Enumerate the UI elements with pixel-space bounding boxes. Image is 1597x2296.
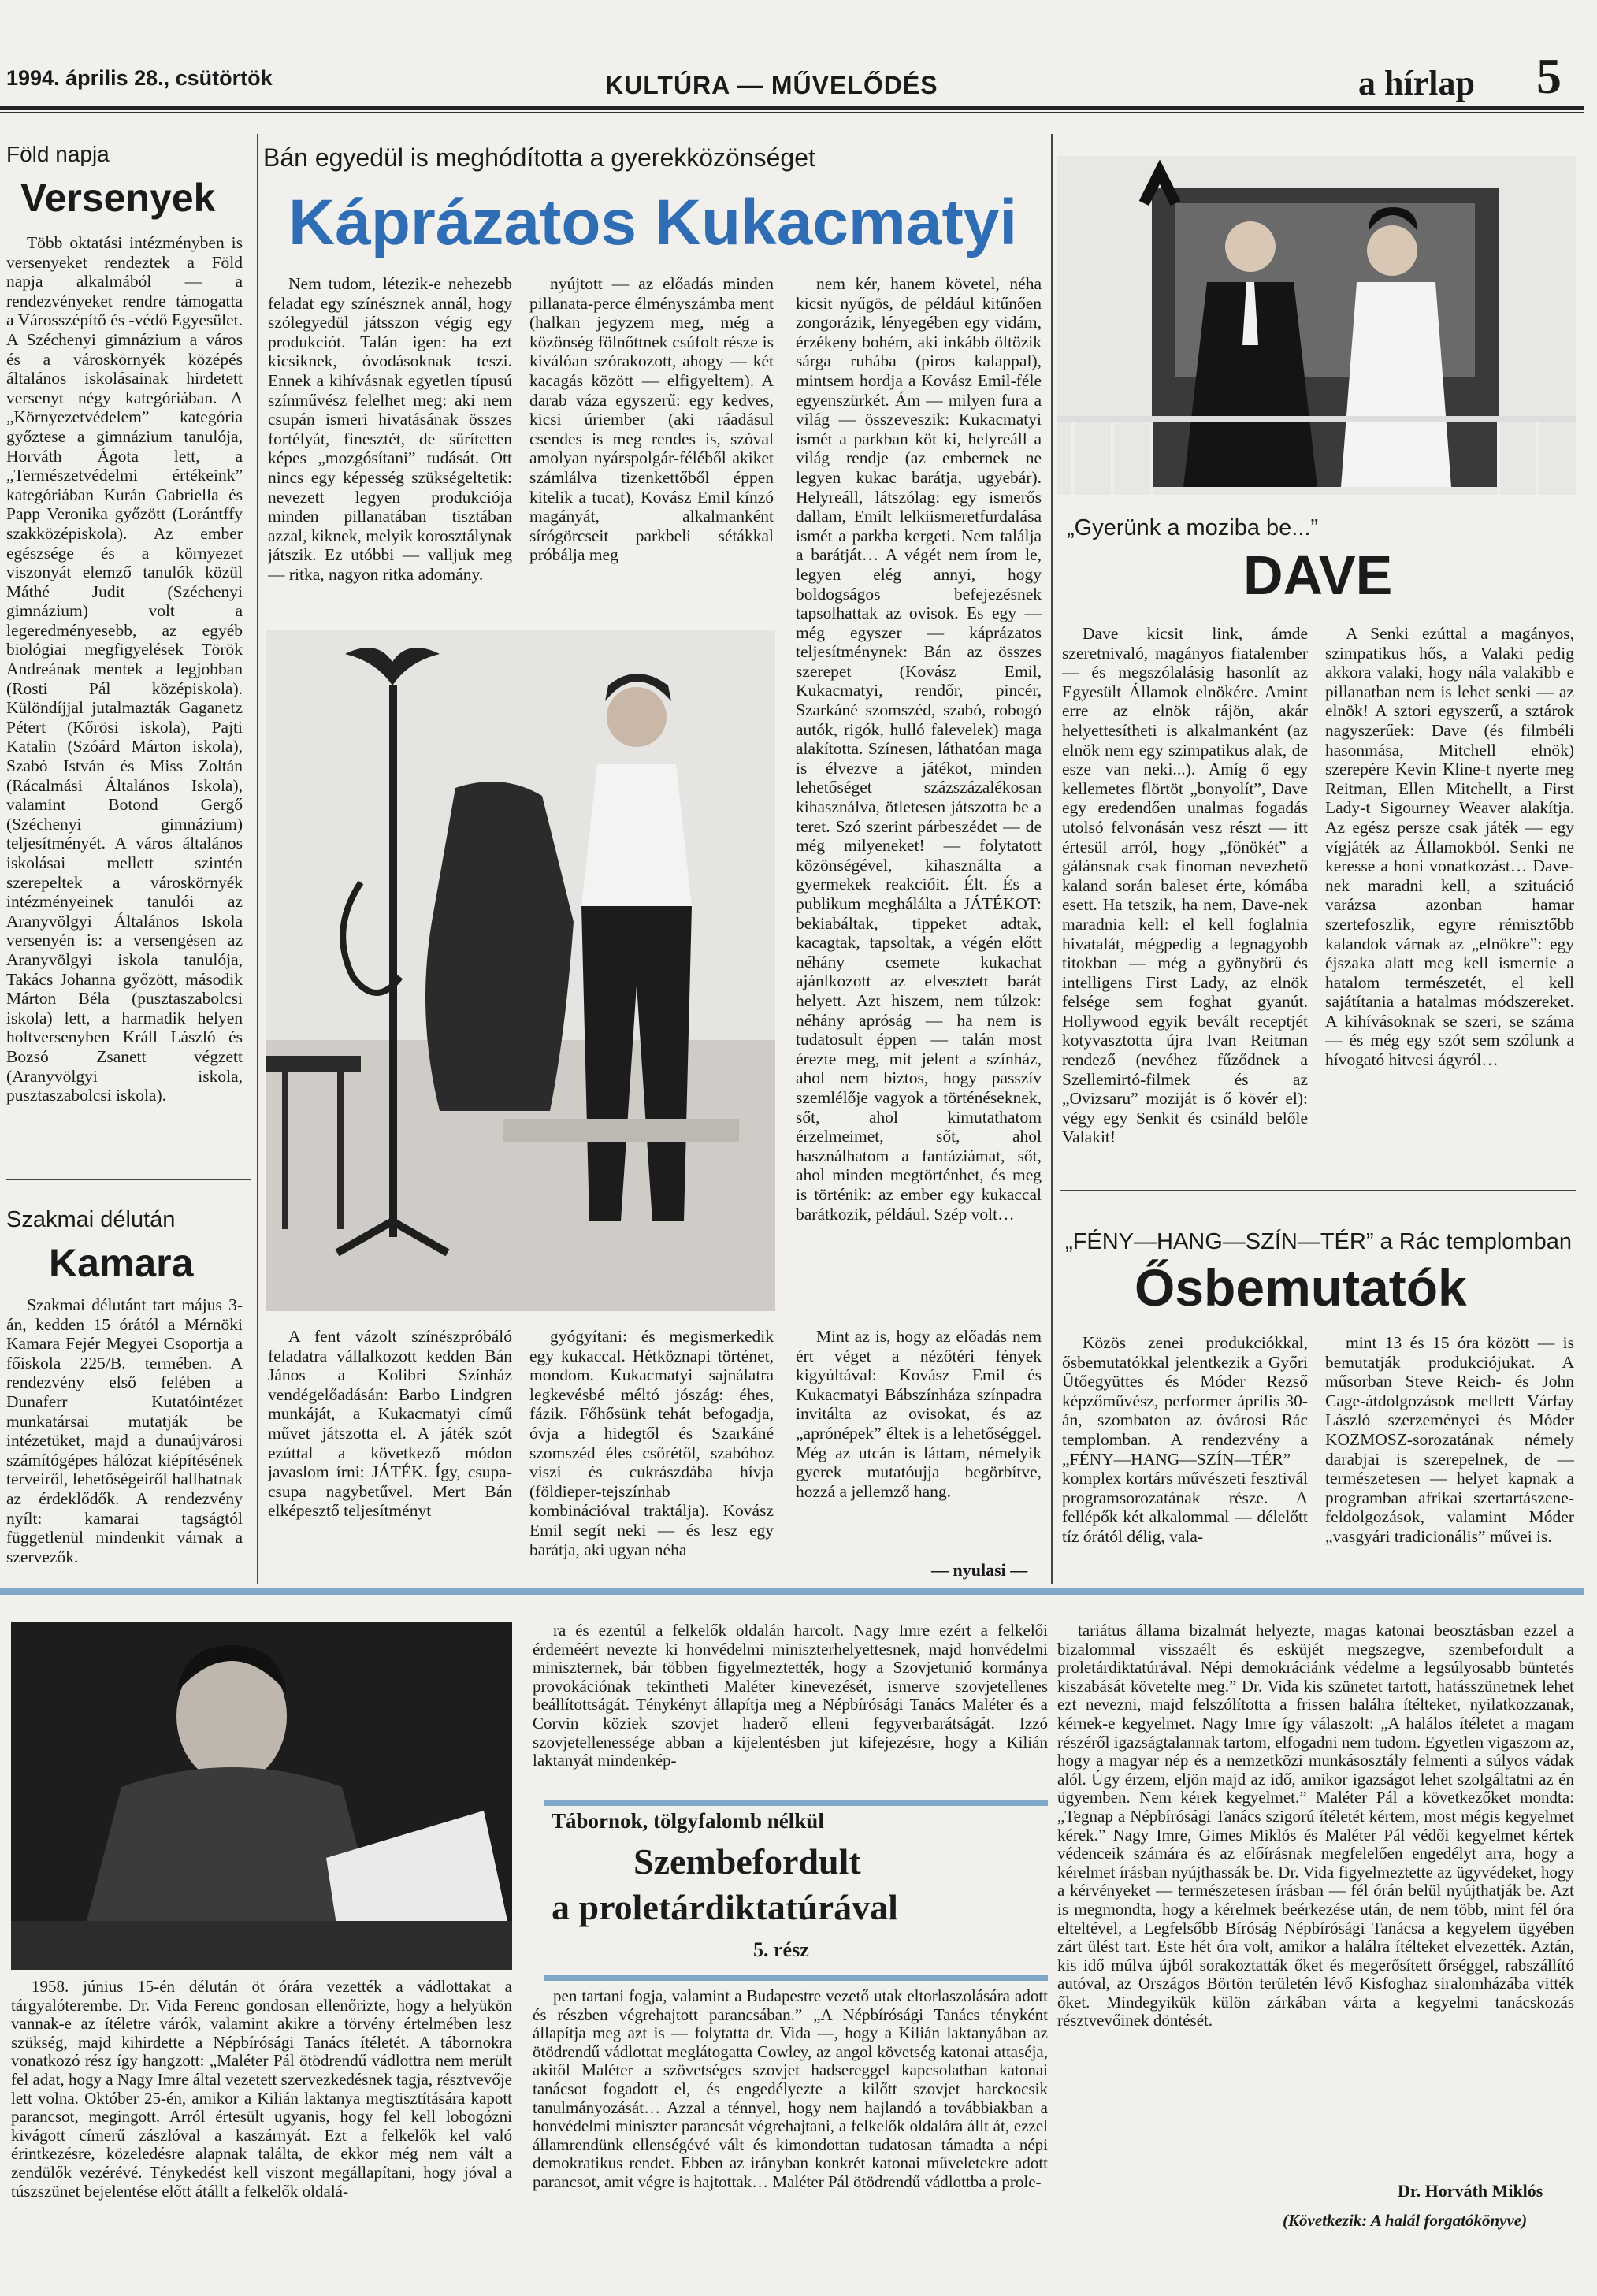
maleter-part: 5. rész <box>753 1938 809 1961</box>
maleter-header-rule <box>544 1800 1048 1806</box>
kamara-title: Kamara <box>49 1241 194 1285</box>
maleter-col2-top <box>533 1622 1048 1792</box>
maleter-next-episode: (Következik: A halál forgatókönyve) <box>1283 2211 1528 2230</box>
maleter-title-line1: Szembefordult <box>633 1841 861 1882</box>
kukacmatyi-col3-text: nem kér, hanem követel, néha kicsit nyűgös, de például kitűnően zongorázik, lényegében egy vidám, érzékeny bohém, aki inkább öltözik sárga ruhába (piros kalappal), mintsem hordja a Kovász Emil-féle egyenszürkét. Ám — milyen fura a világ — összeveszik: Kukacmatyi ismét a parkban köt ki, helyreáll a világ rendje (az embernek ne legyen kukac barátja, ugyebár). Helyreáll, látszólag: egy ismerős dallam, Emilt lelkiismeretfurdalása ismét a parkba kergeti. Nem találja a barátját… A végét nem írom le, legyen elég annyi, hogy boldogságos befejezésnek tapsolhattak az ovisok. Es egy — még egyszer — káprázatos teljesítménynek: Bán az összes szerepet (Kovász Emil, Kukacmatyi, rendőr, pincér, Szarkáné szomszéd, szabó, robogó autók, rigók, hulló falevelek) maga alakította. Színesen, láthatóan maga is élvezve a játékot, minden lehetőséget százszázalékosan kihasználva, ötletesen játszotta be a teret. Szó szerint párbeszédet — de még milyeneket! — folytatott közönségével, kihasználta a gyermekek reakcióit. Élt. És a publikum meghálálta a JÁTÉKOT: bekiabáltak, tippeket adtak, kacagtak, tapsoltak, a végén előtt néhány csemete kukachat ajánlkozott az elvesztett barát helyett. Azt hiszem, nem túlzok: néhány apróság — ha nem is tudatosult éppen — talán most érezte meg, mit jelent a színház, ahol nem biztos, hogy passzív szemlélője vagyok a történéseknek, sőt, ahol kimutathatom érzelmeimet, sőt, ahol használhatom a fantáziámat, sőt, ahol minden megtörténhet, és meg is történik: az ember egy kukaccal barátkozik, például. Szép volt… <box>796 274 1042 1224</box>
kukacmatyi-col6 <box>796 1327 1042 1557</box>
maleter-col2-bottom-text: pen tartani fogja, valamint a Budapestre vezető utak eltorlaszolására adott és részben végrehajtott parancsában.” „A Népbírósági Tanács tényként állapítja meg azt is — folytatta dr. Vida —, hogy a Kilián laktanyában az ötödrendű vádlottat meglátogatta Cowley, az angol követség katonai attaséja, akitől Maléter a szövetséges szovjet hadsereggel kapcsolatban katonai tanácsot fogadott el, és engedélyezte a kilőtt szovjet harckocsik tanulmányozását… Azzal a ténnyel, hogy nem hajlandó a továbbiakban a honvédelmi miniszter parancsát végrehajtani, a felkelők oldalára állt át, ezzel államrendünk ellenségévé vált és kimondottan tudatosan támadta a népi demokratikus rendet. Ebben az irányban konkrét katonai műveletekre adott parancsot, amit végre is hajtottak… Maléter Pál ötödrendű vádlottba a prole- <box>533 1987 1048 2191</box>
osbemutatok-col2-text: mint 13 és 15 óra között — is bemutatják produkciójukat. A műsorban Steve Reich- és John Cage-átdolgozások mellett Várfay László szerzeményei és Móder KOZMOSZ-sorozatának némely darabjai is szerepelnek, de — természetesen — helyet kapnak a programban afrikai szertartászene-feldolgozások, valamint Móder „vasgyári tradicionális” művei is. <box>1325 1333 1574 1546</box>
earth-day-title: Versenyek <box>20 176 216 220</box>
masthead-rule <box>0 106 1584 110</box>
column-rule <box>257 134 258 1584</box>
newspaper-logo: a hírlap <box>1358 64 1475 102</box>
dave-col1-text: Dave kicsit link, ámde szeretnivaló, magányos fiatalember — és megszólalásig hasonlít az Egyesült Államok elnökére. Amint erre az elnök rájön, akár helyettesítheti is alkalmanként (az elnök nem egy szimpatikus alak, de esze van neki...). Amíg ő egy kellemetes flörtöt „bonyolít”, Dave egy eredendően unalmas fogadás utolsó felvonásán vesz részt — itt értesül arról, hogy „főnökét” a gálánsnak csak finoman nevezhető kaland során baleset érte, kómába esett. Ha tetszik, ha nem, Dave-nek maradnia kell: el kell foglalnia hivatalát, mégpedig a legnagyobb titokban — még a gyönyörű és intelligens First Lady, az elnök felsége sem foghat gyanút. Hollywood egyik bevált receptjét kotyvasztotta újra Ivan Reitman rendező (nevéhez fűződnek a Szellemirtó-filmek és az „Ovizsaru” moziját is ő kövér el): végy egy Senkit és csináld belőle Valakit! <box>1062 624 1308 1147</box>
dave-movie-photo <box>1057 156 1576 495</box>
kukacmatyi-col5-text: gyógyítani: és megismerkedik egy kukaccal. Hétköznapi történet, mondom. Kukacmatyi sajnálatra legkevésbé méltó jószág: éhes, fázik. Főhősünk tehát befogadja, óvja a hidegtől és Szarkáné szomszéd éles csőrétől, szabóhoz viszi és cukrászdába hívja (földieper-tejszínhab kombinációval traktálja). Kovász Emil segít neki — és lesz egy barátja, aki ugyan néha <box>529 1327 774 1559</box>
kukacmatyi-col5 <box>529 1327 774 1581</box>
osbemutatok-col1-text: Közös zenei produkciókkal, ősbemutatókkal jelentkezik a Győri Ütőegyüttes és Móder Rezső képzőművész, performer április 30-án, szombaton az óvárosi Rác templomban. A rendezvény a „FÉNY—HANG—SZÍN—TÉR” komplex kortárs művészeti fesztivál programsorozatának része. A fellépők két alkalommal — délelőtt tíz órától délig, vala- <box>1062 1333 1308 1546</box>
osbemutatok-kicker: „FÉNY—HANG—SZÍN—TÉR” a Rác templomban <box>1065 1229 1572 1254</box>
osbemutatok-col2 <box>1325 1333 1574 1579</box>
maleter-portrait-photo <box>11 1622 512 1970</box>
kukacmatyi-title: Káprázatos Kukacmatyi <box>288 187 1018 258</box>
page-number: 5 <box>1536 48 1562 104</box>
president-couple-illustration <box>1057 156 1576 495</box>
masthead-rule-thin <box>0 112 1584 113</box>
maleter-header-rule <box>544 1975 1048 1981</box>
section-title: KULTÚRA — MŰVELŐDÉS <box>605 71 938 99</box>
kamara-kicker: Szakmai délután <box>6 1207 176 1232</box>
section-divider <box>1060 1190 1576 1191</box>
kukacmatyi-photo <box>266 630 775 1311</box>
kukacmatyi-col6-text: Mint az is, hogy az előadás nem ért véget a nézőtéri fények kigyúltával: Kovász Emil és Kukacmatyi Bábszínháza színpadra invitálta az ovisokat, és az „aprónépek” éltek is a lehetőséggel. Még az utcán is láttam, némelyik gyerek mutatóujja begörbítve, hozzá a jellemző hang. <box>796 1327 1042 1501</box>
officer-portrait-illustration <box>11 1622 512 1970</box>
osbemutatok-title: Ősbemutatók <box>1135 1258 1467 1317</box>
kukacmatyi-col1-text: Nem tudom, létezik-e nehezebb feladat egy színésznek annál, hogy szólegyedül játsszon végig egy produkciót. Talán igen: ha ezt kicsiknek, óvodásoknak teszi. Ennek a kihívásnak egyetlen típusú színművész felelhet meg: aki nem csupán ismeri hivatásának összes fortélyát, finesztét, de sűrítetten képes „mozgósítani” tudását. Ott nincs egy képesség szükségeltetik: nevezett legyen produkciója minden pillanatában tisztában azzal, kiknek, melyik korosztálynak játszik. Ez utóbbi — valljuk meg — ritka, nagyon ritka adomány. <box>268 274 512 584</box>
maleter-author: Dr. Horváth Miklós <box>1398 2181 1543 2201</box>
section-divider <box>6 1179 251 1180</box>
earth-day-body <box>6 233 243 1163</box>
earth-day-kicker: Föld napja <box>6 142 110 166</box>
maleter-col1-text: 1958. június 15-én délután öt órára vezették a vádlottakat a tárgyalóterembe. Dr. Vida Ferenc gondosan ellenőrizte, hogy a helyükön vannak-e az ítéletre várók, valamint akikre a törvény értelmében lesz szükség, majd kihirdette a Népbírósági Tanács ítéletét. A tábornokra vonatkozó rész így hangzott: „Maléter Pál ötödrendű vádlottra nem merült fel adat, hogy a Nagy Imre által vezetett szervezkedésnek tagja, résztvevője lett volna. Október 25-én, amikor a Kilián laktanya megtisztítására kapott parancsot, megingott. Arról értesült ugyanis, hogy fel kell lobogózni kivágott címerű zászlóval a kaszárnyát. Ezt a felkelők kel való érintkezésre, közeledésre alapnak találta, de ekkor még nem vált a zendülők vezérévé. Ténykedést kell viszont megállapítani, hogy jóval a túszszünet bejelentése előtt átállt a felkelők oldalá- <box>11 1978 512 2201</box>
maleter-col2-bottom <box>533 1987 1048 2291</box>
dave-col1 <box>1062 624 1308 1179</box>
horizontal-band <box>0 1588 1584 1595</box>
maleter-kicker: Tábornok, tölgyfalomb nélkül <box>552 1809 824 1833</box>
earth-day-text: Több oktatási intézményben is versenyeket rendeztek a Föld napja alkalmából — a rendezvényeket rendre támogatta a Városszépítő és -védő Egyesület. A Széchenyi gimnázium a város és a városkörnyék középés általános iskolásainak hirdetett versenyt négy kategóriában. A „Környezetvédelem” kategória győztese a gimnázium tanulója, Horváth Ágota lett, a „Természetvédelmi értékeink” kategóriában Kurán Gabriella és Papp Veronika győzött (Lorántffy szakközépiskola). Az ember egészsége és a környezet viszonyát elemző tanulók közül Máthé Judit (Széchenyi gimnázium) volt a legeredményesebb, az egyéb biológiai megfigyelések Török Andreának mentek a legjobban (Rosti Pál középiskola). Különdíjjal jutalmazták Gaganetz Pétert (Kőrösi iskola), Pajti Katalin (Szóárd Márton iskola), Szabó István és Miss Zoltán (Rácalmási Általános Iskola), valamint Botond Gergő (Széchenyi gimnázium) teljesítményét. A város általános iskolásai mellett szintén szerepeltek a városkörnyék intézményeinek tanulói az Aranyvölgyi Általános Iskola versenyén is: a versengésen az Aranyvölgyi iskola tanulója, Takács Johanna győzött, második Márton Béla (pusztaszabolcsi iskola) lett, a harmadik helyen holtversenyben Králl László és Bozsó Zsanett végzett (Aranyvölgyi iskola, pusztaszabolcsi iskola). <box>6 233 243 1105</box>
issue-date: 1994. április 28., csütörtök <box>6 66 273 90</box>
kukacmatyi-col2-text: nyújtott — az előadás minden pillanata-perce élményszámba ment (halkan jegyzem meg, még a közönség fölnőttnek csúfolt része is kiválóan szórakozott, ahogy — két kacagás között — elfigyeltem). A darab váza egyszerű: egy kedves, kicsi úriember (aki ráadásul csendes is meg rendes is, szóval amolyan nyárspolgár-féléből akiket számlálva tizenkettőből éppen kitelik a tucat), Kovász Emil kínzó magányát, alkalmanként sírógörcseit parkbeli sétákkal próbálja meg <box>529 274 774 565</box>
maleter-col2-top-text: ra és ezentúl a felkelők oldalán harcolt. Nagy Imre ezért a felkelői érdeméért nevezte ki honvédelmi miniszterhelyettesnek, majd honvédelmi miniszternek, bár többen figyelmeztették, hogy a Szovjetunió kormánya provokációnak tekintheti Maléter kinevezését, ismerve szovjetellenes beállítottságát. Ténykényt állapítja meg a Népbírósági Tanács Maléter és a Corvin köziek szovjet haderő elleni fegyverbarátságát. Izzó szovjetellenessége abban a kijelentésben jut kifejezésre, hogy a Kilián laktanyát mindenkép- <box>533 1622 1048 1770</box>
kukacmatyi-col4 <box>268 1327 512 1581</box>
maleter-col3 <box>1057 1622 1574 2170</box>
kukacmatyi-signature: — nyulasi — <box>931 1560 1028 1580</box>
kukacmatyi-col2 <box>529 274 774 616</box>
dave-title: DAVE <box>1243 544 1393 606</box>
osbemutatok-col1 <box>1062 1333 1308 1579</box>
maleter-col3-text: tariátus állama bizalmát helyezte, magas katonai beosztásban ezzel a bizalommal visszaélt és esküjét megszegve, szembefordult a proletárdiktatúrával. Népi demokráciánk védelme a legsúlyosabb büntetés kiszabását követelte meg.” Dr. Vida kis szünetet tartott, hatásszünetnek lehet ezt nevezni, majd felszólította a frissen halálra ítélteket, nyilatkozzanak, kérnek-e kegyelmet. Nagy Imre így válaszolt: „A halálos ítéletet a magam részéről igazságtalannak tartom, elfogadni nem tudom. Egyetlen vigaszom az, hogy a magyar nép és a nemzetközi munkásosztály felmenti a súlyos vádak alól. Úgy érzem, eljön majd az idő, amikor igazságot lehet szolgáltatni az én ügyemben. Nem kérek kegyelmet.” Maléter Pál a következőket mondta: „Tegnap a Népbírósági Tanács szigorú ítéletét kértem, most mégis kegyelmet kérek.” Nagy Imre, Gimes Miklós és Maléter Pál védői kegyelmet kértek védenceik számára és az előírásnak megfelelően engedélyt arra, hogy a kérelmet írásban nyújthassák be. Dr. Vida figyelmeztette az ügyvédeket, hogy a kérvényeket — természetesen írásban — fél órán belül nyújthatják be. Azt is megmondta, hogy a kérelmek beérkezése után, de nem több, mint fél óra elteltével, a Legfelsőbb Bíróság Népbírósági Tanácsa a kegyelem ügyében zárt ülést tart. Este hét óra volt, amikor a halálra ítélteket elvezették. Aztán, kis idő múlva újból sorakoztatták őket és megerősített őrséggel, rabszállító autóval, az Országos Börtön területén lévő Kisfoghaz siralomházába vitték őket. Mindegyikük külön zárkában várta a kegyelmi tanácskozás résztvevőinek döntését. <box>1057 1622 1574 2030</box>
kamara-body <box>6 1295 243 1585</box>
dave-col2-text: A Senki ezúttal a magányos, szimpatikus hős, a Valaki pedig akkora valaki, hogy nála valakibb e pillanatban nem is lehet senki — az elnök! A sztori egyszerű, a sztárok nagyszerűek: Dave (és filmbéli hasonmása, Mitchell elnök) szerepére Kevin Kline-t nyerte meg Reitman, Ellen Mitchellt, a First Lady-t Sigourney Weaver alakítja. Az egész persze csak játék — egy vígjáték az Államokból. Senki ne keresse a honi vonatkozást… Dave-nek maradni kell, a szituáció varázsa azonban hamar szertefoszlik, egyre rémisztőbb kalandok várnak az „elnökre”: egy éjszaka alatt meg kell ismernie a hatalom természetét, el kell sajátítania a hatalmas módszereket. A kihívásoknak se szeri, se száma — és még egy szót sem szólunk a hívogató hitvesi ágyról… <box>1325 624 1574 1070</box>
kukacmatyi-kicker: Bán egyedül is meghódította a gyerekközönséget <box>263 143 815 172</box>
dave-col2 <box>1325 624 1574 1179</box>
kamara-text: Szakmai délutánt tart május 3-án, kedden 15 órától a Mérnöki Kamara Fejér Megyei Csoportja a főiskola 225/B. termében. A rendezvény első felében a Dunaferr Kutatóintézet munkatársai mutatják be intézetüket, majd a dunaújvárosi számítógépes hálózat kiépítésének terveiről, lehetőségeiről hallhatnak az érdeklődők. A rendezvény nyílt: kamarai tagságtól függetlenül mindenkit várnak a szervezők. <box>6 1295 243 1566</box>
dave-kicker: „Gyerünk a moziba be...” <box>1067 515 1319 541</box>
kukacmatyi-col1 <box>268 274 512 616</box>
column-rule <box>1051 134 1053 1584</box>
maleter-title-line2: a proletárdiktatúrával <box>552 1887 898 1927</box>
kukacmatyi-col4-text: A fent vázolt színészpróbáló feladatra vállalkozott kedden Bán János a Kolibri Színház vendégelőadásán: Barbo Lindgren munkáját, a Kukacmatyi című művet játszotta el. A játék szót ezúttal a következő módon javaslom írni: JÁTÉK. Így, csupa-csupa nagybetűvel. Mert Bán elképesztő teljesítményt <box>268 1327 512 1521</box>
maleter-col1 <box>11 1978 512 2290</box>
actor-with-coat-illustration <box>266 630 775 1311</box>
